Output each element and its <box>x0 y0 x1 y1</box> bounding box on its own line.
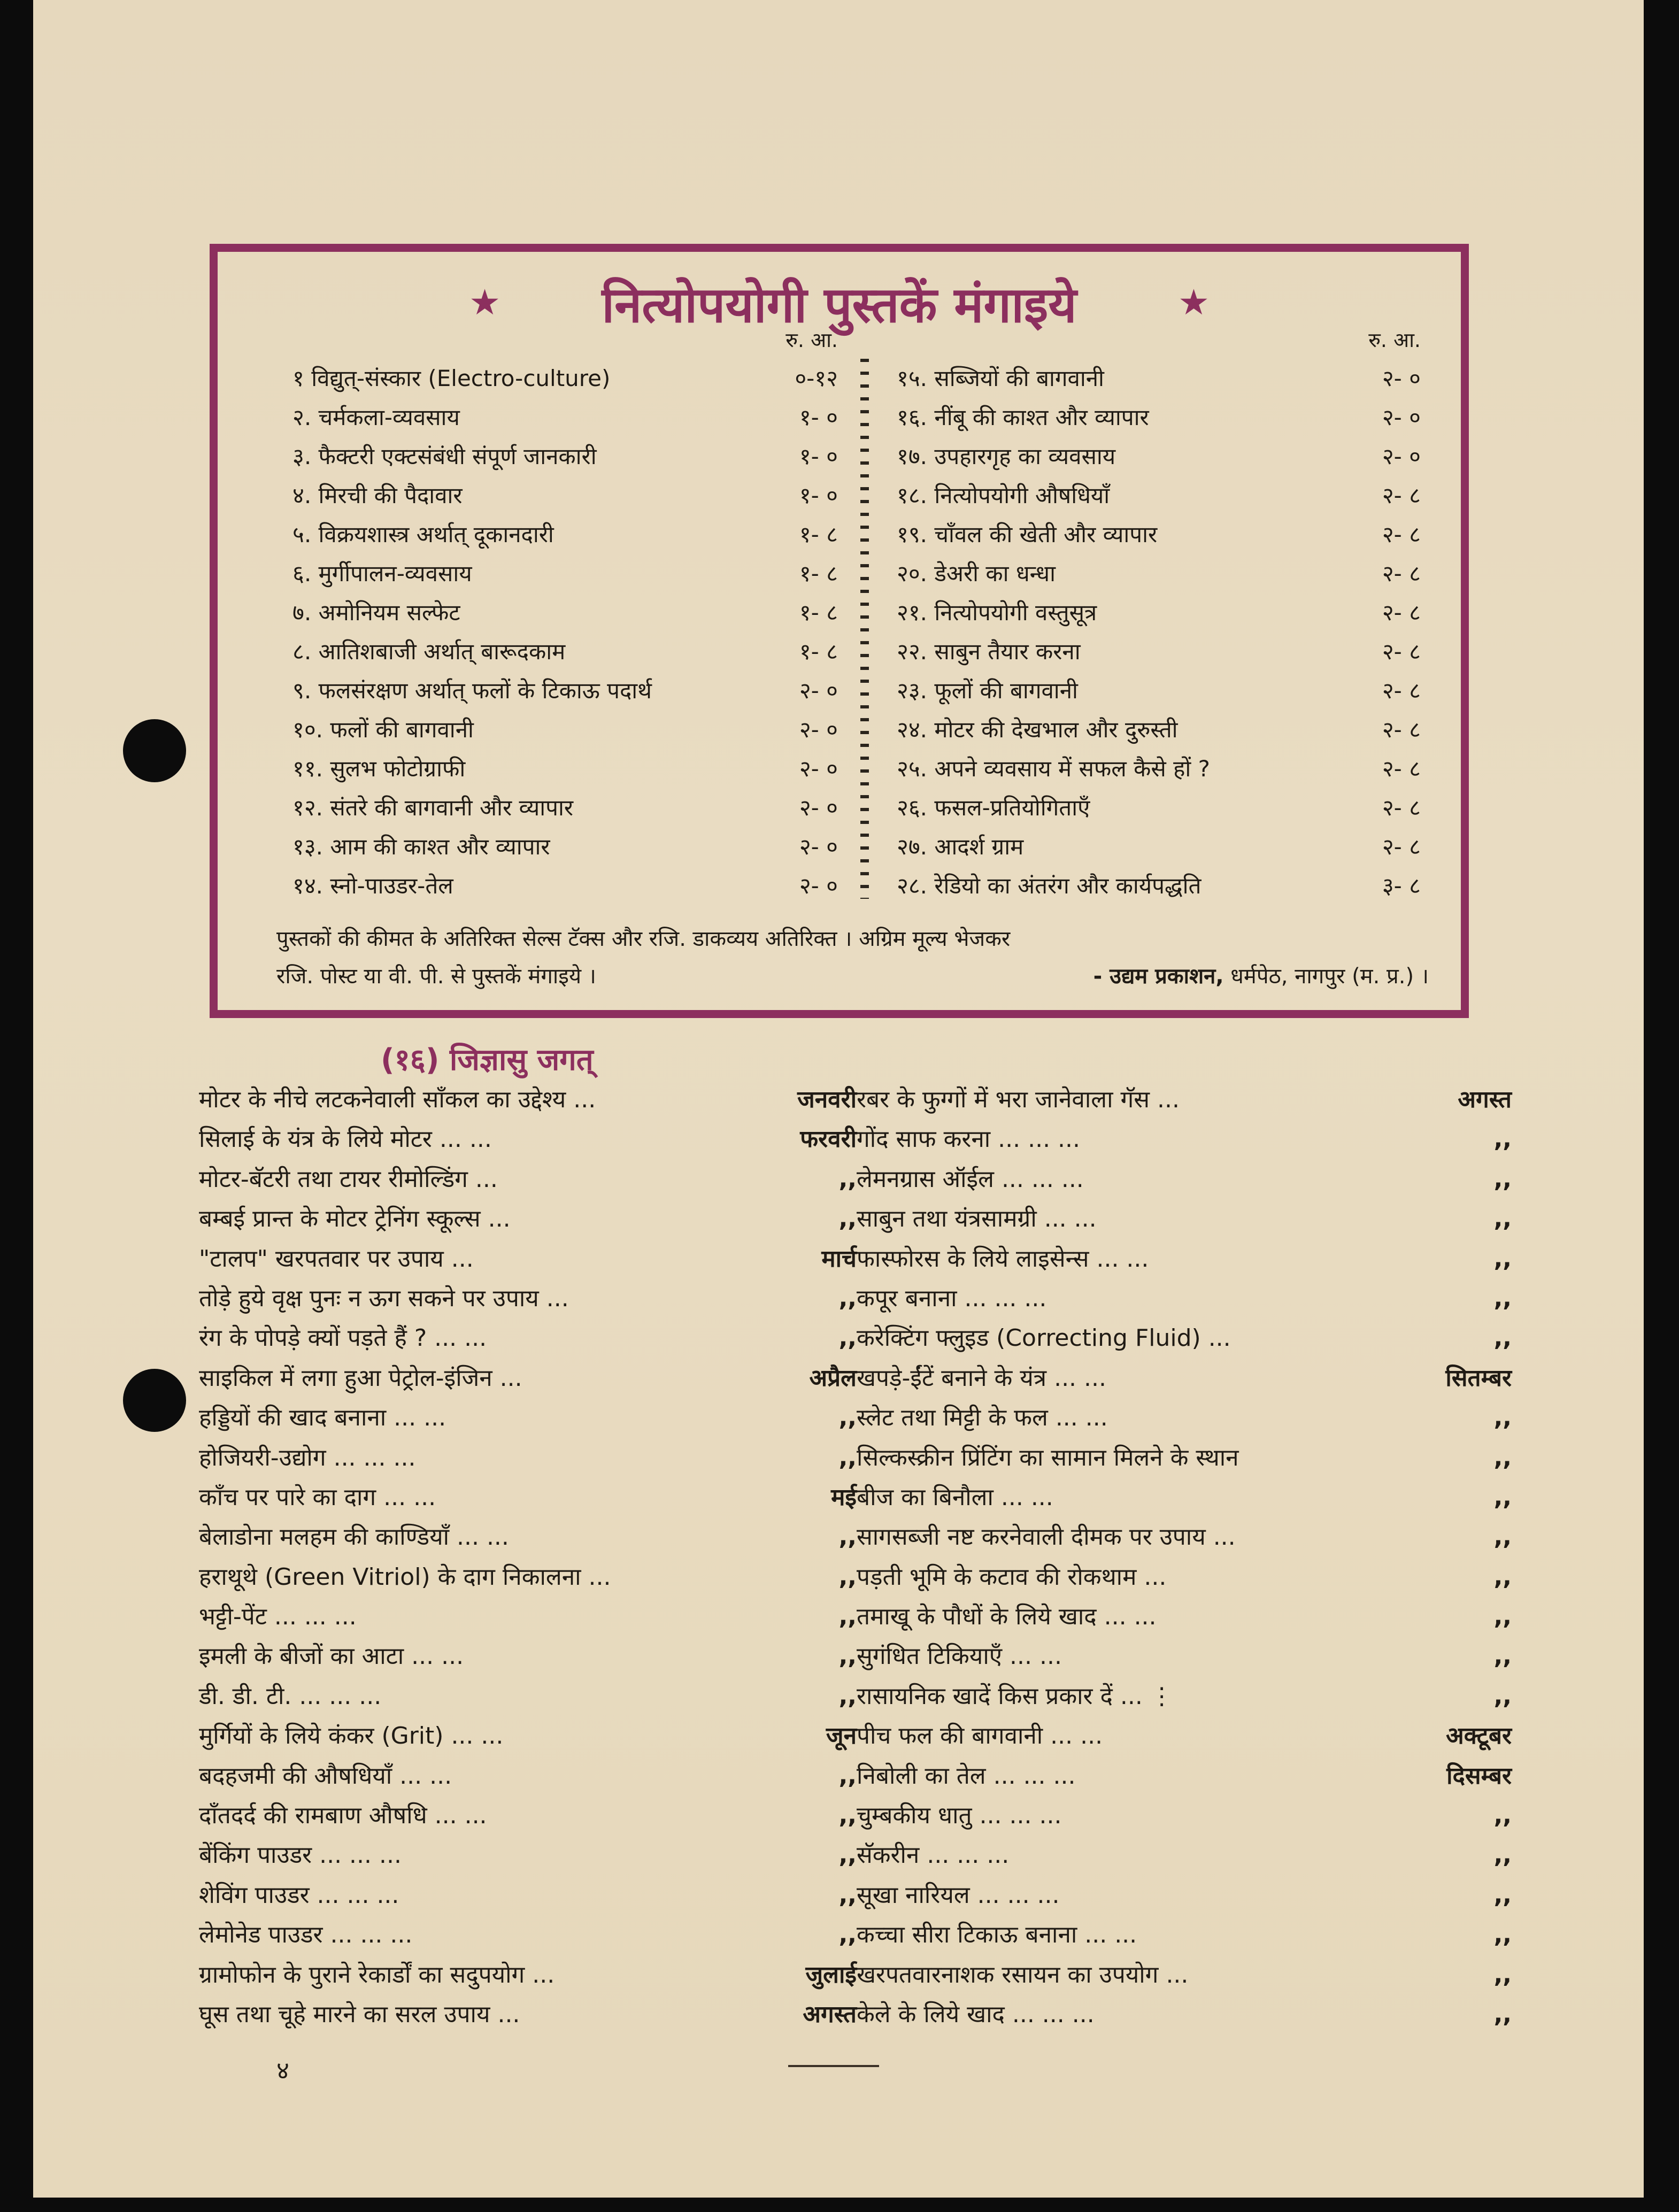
ad-title: नित्योपयोगी पुस्तकें मंगाइये <box>602 276 1077 334</box>
book-item <box>897 359 1421 398</box>
book-price: ३- ८ <box>1382 873 1421 899</box>
index-month: ,, <box>838 1165 857 1193</box>
index-row <box>857 1836 1512 1875</box>
index-topic: बम्बई प्रान्त के मोटर ट्रेनिंग स्कूल्स ... <box>199 1205 511 1233</box>
index-row <box>857 1637 1512 1676</box>
book-title: १४. स्नो-पाउडर-तेल <box>292 873 453 899</box>
index-topic: कच्चा सीरा टिकाऊ बनाना ... ... <box>857 1921 1137 1949</box>
book-item <box>897 593 1421 632</box>
book-price: २- ० <box>799 873 838 899</box>
index-row <box>199 1080 857 1120</box>
index-month: ,, <box>1493 1682 1512 1710</box>
book-price: २- ० <box>1382 404 1421 430</box>
index-topic: साइकिल में लगा हुआ पेट्रोल-इंजिन ... <box>199 1364 522 1392</box>
index-month: ,, <box>838 1404 857 1432</box>
index-topic: गोंद साफ करना ... ... ... <box>857 1126 1081 1153</box>
star-icon-right: ★ <box>1177 282 1210 323</box>
index-month: ,, <box>1493 1126 1512 1153</box>
index-topic: सुगंधित टिकियाएँ ... ... <box>857 1643 1062 1670</box>
book-item <box>897 398 1421 437</box>
index-topic: बेंकिंग पाउडर ... ... ... <box>199 1841 402 1869</box>
index-row <box>199 1398 857 1438</box>
book-item <box>292 749 838 788</box>
index-topic: तमाखू के पौधों के लिये खाद ... ... <box>857 1603 1157 1631</box>
index-month: दिसम्बर <box>1446 1762 1512 1790</box>
index-row <box>857 1955 1512 1995</box>
page-number: ४ <box>276 2056 289 2085</box>
index-topic: होजियरी-उद्योग ... ... ... <box>199 1444 416 1471</box>
index-topic: कपूर बनाना ... ... ... <box>857 1284 1047 1312</box>
book-title: २१. नित्योपयोगी वस्तुसूत्र <box>897 599 1097 626</box>
book-price: १- ० <box>799 443 838 469</box>
index-topic: बीज का बिनौला ... ... <box>857 1483 1053 1511</box>
book-price: २- ८ <box>1382 795 1421 821</box>
index-topic: तोड़े हुये वृक्ष पुनः न ऊग सकने पर उपाय ... <box>199 1284 569 1312</box>
book-price: २- ० <box>799 795 838 821</box>
index-row <box>857 1319 1512 1358</box>
book-title: ९. फलसंरक्षण अर्थात् फलों के टिकाऊ पदार्थ <box>292 677 652 704</box>
book-item <box>292 476 838 515</box>
index-topic: लेमोनेड पाउडर ... ... ... <box>199 1921 413 1949</box>
book-price: १- ८ <box>799 560 838 587</box>
index-topic: "टालप" खरपतवार पर उपाय ... <box>199 1245 474 1273</box>
index-row <box>857 1359 1512 1398</box>
book-title: १२. संतरे की बागवानी और व्यापार <box>292 795 574 821</box>
book-price: १- ८ <box>799 638 838 665</box>
index-topic: शेविंग पाउडर ... ... ... <box>199 1881 399 1909</box>
index-topic: रासायनिक खादें किस प्रकार दें ... ⋮ <box>857 1682 1174 1710</box>
index-topic: सागसब्जी नष्ट करनेवाली दीमक पर उपाय ... <box>857 1523 1236 1551</box>
book-price: २- ० <box>799 677 838 704</box>
index-month: ,, <box>1493 1444 1512 1471</box>
index-month: ,, <box>838 1802 857 1830</box>
index-month: ,, <box>838 1881 857 1909</box>
book-item <box>897 476 1421 515</box>
book-title: १८. नित्योपयोगी औषधियाँ <box>897 482 1110 508</box>
index-month: जून <box>826 1722 857 1750</box>
index-row <box>199 1796 857 1836</box>
index-month: ,, <box>838 1762 857 1790</box>
index-topic: खरपतवारनाशक रसायन का उपयोग ... <box>857 1961 1189 1989</box>
index-row <box>199 1438 857 1478</box>
index-row <box>857 1199 1512 1239</box>
book-item <box>897 788 1421 827</box>
index-month: जुलाई <box>805 1961 857 1989</box>
index-topic: घूस तथा चूहे मारने का सरल उपाय ... <box>199 2000 520 2028</box>
index-month: ,, <box>1493 1563 1512 1591</box>
book-item <box>292 671 838 710</box>
book-title: ४. मिरची की पैदावार <box>292 482 463 508</box>
index-row <box>199 1279 857 1319</box>
index-row <box>199 1478 857 1517</box>
index-month: ,, <box>1493 2000 1512 2028</box>
index-row <box>199 1637 857 1676</box>
index-row <box>857 1239 1512 1279</box>
index-month: ,, <box>838 1921 857 1949</box>
book-item <box>897 515 1421 554</box>
punch-hole-top <box>123 719 186 782</box>
footer-line-1: पुस्तकों की कीमत के अतिरिक्त सेल्स टॅक्स और रजि. डाकव्यय अतिरिक्त । अग्रिम मूल्य भेजकर <box>276 927 1011 951</box>
index-topic: सिल्कस्क्रीन प्रिंटिंग का सामान मिलने के स्थान <box>857 1444 1239 1471</box>
index-row <box>199 1915 857 1955</box>
book-item <box>292 788 838 827</box>
index-month: ,, <box>1493 1404 1512 1432</box>
index-topic: भट्टी-पेंट ... ... ... <box>199 1603 357 1631</box>
book-title: १६. नींबू की काश्त और व्यापार <box>897 404 1149 430</box>
book-item <box>897 827 1421 866</box>
index-row <box>199 1120 857 1159</box>
index-month: ,, <box>838 1643 857 1670</box>
price-header: रु. आ. <box>785 328 838 352</box>
index-month: सितम्बर <box>1445 1364 1512 1392</box>
book-item <box>897 632 1421 671</box>
book-item <box>897 749 1421 788</box>
index-topic: खपड़े-ईंटें बनाने के यंत्र ... ... <box>857 1364 1106 1392</box>
index-topic: काँच पर पारे का दाग ... ... <box>199 1483 436 1511</box>
index-topic: रबर के फुग्गों में भरा जानेवाला गॅस ... <box>857 1086 1180 1113</box>
index-row <box>857 1080 1512 1120</box>
book-title: १०. फलों की बागवानी <box>292 716 474 743</box>
index-month: ,, <box>1493 1523 1512 1551</box>
book-item <box>292 827 838 866</box>
index-topic: रंग के पोपड़े क्यों पड़ते हैं ? ... ... <box>199 1324 487 1352</box>
publisher-name: - उद्यम प्रकाशन, <box>1093 964 1224 989</box>
book-price: २- ८ <box>1382 521 1421 548</box>
index-row <box>199 1836 857 1875</box>
index-topic: मोटर-बॅटरी तथा टायर रीमोल्डिंग ... <box>199 1165 498 1193</box>
index-section-title: (१६) जिज्ञासु जगत् <box>381 1043 594 1077</box>
book-title: १९. चाँवल की खेती और व्यापार <box>897 521 1158 548</box>
book-price: २- ० <box>799 834 838 860</box>
book-price: २- ८ <box>1382 560 1421 587</box>
book-title: ८. आतिशबाजी अर्थात् बारूदकाम <box>292 638 566 665</box>
publisher-block <box>1093 958 1429 995</box>
ornamental-divider <box>854 359 875 899</box>
book-item <box>292 437 838 476</box>
index-row <box>199 1517 857 1557</box>
index-month: ,, <box>1493 1802 1512 1830</box>
index-row <box>857 1120 1512 1159</box>
book-price: २- ८ <box>1382 834 1421 860</box>
bottom-rule <box>788 2065 879 2067</box>
book-title: १३. आम की काश्त और व्यापार <box>292 834 550 860</box>
index-month: ,, <box>838 1324 857 1352</box>
index-month: ,, <box>838 1682 857 1710</box>
index-topic: हराथूथे (Green Vitriol) के दाग निकालना ... <box>199 1563 611 1591</box>
book-list-right <box>897 321 1421 905</box>
index-month: ,, <box>838 1563 857 1591</box>
index-month: फरवरी <box>800 1126 857 1153</box>
book-title: २४. मोटर की देखभाल और दुरुस्ती <box>897 716 1178 743</box>
index-row <box>199 1160 857 1199</box>
book-price: २- ८ <box>1382 756 1421 782</box>
index-row <box>857 1716 1512 1756</box>
index-month: ,, <box>1493 1205 1512 1233</box>
book-title: २५. अपने व्यवसाय में सफल कैसे हों ? <box>897 756 1210 782</box>
book-advertisement-box <box>210 244 1469 1018</box>
index-month: अगस्त <box>803 2000 857 2028</box>
book-item <box>897 710 1421 749</box>
book-item <box>292 515 838 554</box>
book-item <box>292 398 838 437</box>
ad-footer <box>276 920 1429 995</box>
index-topic: डी. डी. टी. ... ... ... <box>199 1682 382 1710</box>
index-row <box>857 1796 1512 1836</box>
index-topic: सूखा नारियल ... ... ... <box>857 1881 1060 1909</box>
index-row <box>857 1558 1512 1597</box>
index-topic: बेलाडोना मलहम की काण्डियाँ ... ... <box>199 1523 509 1551</box>
index-row <box>199 1677 857 1716</box>
order-note: रजि. पोस्ट या वी. पी. से पुस्तकें मंगाइये । <box>276 964 596 989</box>
index-row <box>199 1558 857 1597</box>
topic-index-left <box>199 1080 857 2034</box>
index-topic: केले के लिये खाद ... ... ... <box>857 2000 1095 2028</box>
book-title: २७. आदर्श ग्राम <box>897 834 1024 860</box>
index-topic: स्लेट तथा मिट्टी के फल ... ... <box>857 1404 1108 1432</box>
index-topic: दाँतदर्द की रामबाण औषधि ... ... <box>199 1802 487 1830</box>
index-month: ,, <box>1493 1245 1512 1273</box>
index-row <box>199 1239 857 1279</box>
index-row <box>857 1279 1512 1319</box>
book-price: ०-१२ <box>795 365 838 391</box>
index-row <box>199 1756 857 1796</box>
index-row <box>857 1517 1512 1557</box>
star-icon-left: ★ <box>469 282 501 323</box>
book-price: २- ८ <box>1382 482 1421 508</box>
index-month: ,, <box>1493 1841 1512 1869</box>
book-price: २- ८ <box>1382 677 1421 704</box>
topic-index-right <box>857 1080 1512 2034</box>
index-topic: बदहजमी की औषधियाँ ... ... <box>199 1762 452 1790</box>
book-title: ११. सुलभ फोटोग्राफी <box>292 756 466 782</box>
index-topic: ग्रामोफोन के पुराने रेकार्डों का सदुपयोग ... <box>199 1961 555 1989</box>
book-title: ५. विक्रयशास्त्र अर्थात् दूकानदारी <box>292 521 554 548</box>
index-month: अगस्त <box>1458 1086 1512 1113</box>
book-title: २६. फसल-प्रतियोगिताएँ <box>897 795 1090 821</box>
index-row <box>857 1398 1512 1438</box>
book-item <box>292 710 838 749</box>
book-item <box>292 866 838 905</box>
index-topic: साबुन तथा यंत्रसामग्री ... ... <box>857 1205 1097 1233</box>
book-title: १५. सब्जियों की बागवानी <box>897 365 1104 391</box>
book-price: १- ८ <box>799 521 838 548</box>
book-price: २- ० <box>1382 365 1421 391</box>
index-topic: मोटर के नीचे लटकनेवाली साँकल का उद्देश्य ... <box>199 1086 596 1113</box>
index-month: ,, <box>838 1523 857 1551</box>
index-topic: चुम्बकीय धातु ... ... ... <box>857 1802 1062 1830</box>
index-topic: इमली के बीजों का आटा ... ... <box>199 1643 464 1670</box>
book-title: २. चर्मकला-व्यवसाय <box>292 404 460 430</box>
book-item <box>897 866 1421 905</box>
index-month: जनवरी <box>797 1086 857 1113</box>
index-month: ,, <box>1493 1483 1512 1511</box>
index-month: मार्च <box>821 1245 857 1273</box>
index-row <box>857 1597 1512 1637</box>
publisher-address: धर्मपेठ, नागपुर (म. प्र.) । <box>1223 964 1429 989</box>
book-list <box>218 321 1461 899</box>
index-row <box>199 1199 857 1239</box>
book-price: २- ८ <box>1382 599 1421 626</box>
index-topic: मुर्गियों के लिये कंकर (Grit) ... ... <box>199 1722 504 1750</box>
book-title: १ विद्युत्-संस्कार (Electro-culture) <box>292 365 611 391</box>
footer-line-2 <box>276 958 1429 995</box>
index-month: ,, <box>1493 1961 1512 1989</box>
index-row <box>857 1438 1512 1478</box>
index-month: अप्रैल <box>809 1364 857 1392</box>
document-page <box>33 0 1644 2198</box>
book-price: २- ० <box>1382 443 1421 469</box>
index-topic: करेक्टिंग फ्लुइड (Correcting Fluid) ... <box>857 1324 1231 1352</box>
topic-index <box>33 1080 1644 2043</box>
index-month: ,, <box>838 1205 857 1233</box>
book-title: २८. रेडियो का अंतरंग और कार्यपद्धति <box>897 873 1202 899</box>
index-topic: लेमनग्रास ऑईल ... ... ... <box>857 1165 1084 1193</box>
book-price: २- ० <box>799 716 838 743</box>
book-item <box>292 554 838 593</box>
index-month: अक्टूबर <box>1446 1722 1512 1750</box>
index-row <box>199 1876 857 1915</box>
book-list-left <box>292 321 838 905</box>
index-row <box>857 1677 1512 1716</box>
index-topic: सॅकरीन ... ... ... <box>857 1841 1010 1869</box>
index-month: ,, <box>1493 1881 1512 1909</box>
index-row <box>857 1756 1512 1796</box>
index-row <box>199 1597 857 1637</box>
book-price: २- ८ <box>1382 638 1421 665</box>
index-month: ,, <box>1493 1324 1512 1352</box>
index-row <box>199 1359 857 1398</box>
book-title: ७. अमोनियम सल्फेट <box>292 599 460 626</box>
index-row <box>857 1478 1512 1517</box>
book-title: २०. डेअरी का धन्धा <box>897 560 1056 587</box>
index-month: ,, <box>838 1603 857 1631</box>
index-month: ,, <box>1493 1284 1512 1312</box>
book-price: २- ० <box>799 756 838 782</box>
price-header: रु. आ. <box>1368 328 1421 352</box>
index-month: ,, <box>1493 1165 1512 1193</box>
book-item <box>292 593 838 632</box>
index-month: ,, <box>838 1284 857 1312</box>
book-price: २- ८ <box>1382 716 1421 743</box>
index-row <box>199 1955 857 1995</box>
index-topic: निबोली का तेल ... ... ... <box>857 1762 1076 1790</box>
index-row <box>857 1876 1512 1915</box>
book-item <box>292 359 838 398</box>
index-month: ,, <box>838 1841 857 1869</box>
index-month: मई <box>831 1483 857 1511</box>
index-month: ,, <box>1493 1603 1512 1631</box>
book-item <box>897 554 1421 593</box>
book-title: १७. उपहारगृह का व्यवसाय <box>897 443 1116 469</box>
index-month: ,, <box>838 1444 857 1471</box>
index-topic: फास्फोरस के लिये लाइसेन्स ... ... <box>857 1245 1149 1273</box>
index-topic: हड्डियों की खाद बनाना ... ... <box>199 1404 446 1432</box>
book-item <box>897 671 1421 710</box>
index-row <box>199 1319 857 1358</box>
index-row <box>857 1995 1512 2034</box>
book-price: १- ० <box>799 404 838 430</box>
index-topic: सिलाई के यंत्र के लिये मोटर ... ... <box>199 1126 492 1153</box>
index-topic: पीच फल की बागवानी ... ... <box>857 1722 1103 1750</box>
book-price: १- ० <box>799 482 838 508</box>
book-item <box>897 437 1421 476</box>
index-month: ,, <box>1493 1643 1512 1670</box>
book-title: २३. फूलों की बागवानी <box>897 677 1078 704</box>
book-price: १- ८ <box>799 599 838 626</box>
book-title: २२. साबुन तैयार करना <box>897 638 1081 665</box>
index-row <box>199 1716 857 1756</box>
book-title: ३. फैक्टरी एक्टसंबंधी संपूर्ण जानकारी <box>292 443 597 469</box>
book-title: ६. मुर्गीपालन-व्यवसाय <box>292 560 472 587</box>
index-row <box>857 1160 1512 1199</box>
index-row <box>199 1995 857 2034</box>
index-row <box>857 1915 1512 1955</box>
index-topic: पड़ती भूमि के कटाव की रोकथाम ... <box>857 1563 1167 1591</box>
index-month: ,, <box>1493 1921 1512 1949</box>
book-item <box>292 632 838 671</box>
